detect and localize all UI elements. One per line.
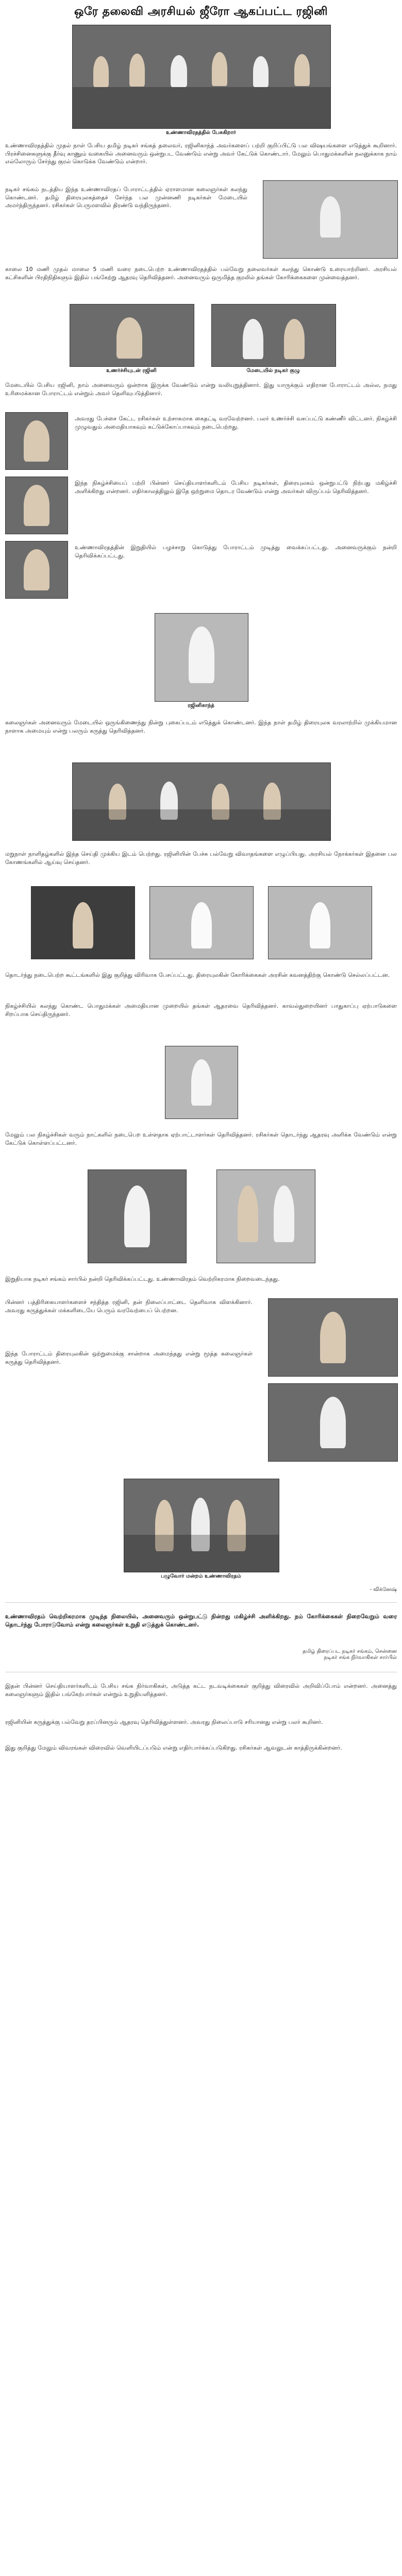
pair-right-caption: மேடையில் நடிகர் குழு — [246, 368, 300, 374]
article-paragraph-8: கலைஞர்கள் அனைவரும் மேடையில் ஒருங்கிணைந்து நின்று புகைப்படம் எடுத்துக் கொண்டனர். இந்த நாள் தமிழ் திரையுலக வரலாற்றில் முக்கியமான நாளாக அமையும் என்று பலரும் கருத்து தெரிவித்தனர். — [5, 719, 397, 734]
section-divider — [5, 1602, 397, 1603]
bottom-photo — [124, 1479, 279, 1572]
byline: - விக்னேஷ் — [370, 1587, 397, 1592]
article-paragraph-17: ரஜினியின் கருத்துக்கு பல்வேறு தரப்பினரும் ஆதரவு தெரிவித்துள்ளனர். அவரது நிலைப்பாடு சரியானது என்று பலர் கூறினர். — [5, 1719, 323, 1725]
row-photo-2 — [149, 886, 254, 959]
side-photo-2 — [5, 477, 68, 534]
stage-photo — [263, 180, 398, 259]
sign-block — [206, 1649, 397, 1661]
article-paragraph-5: அவரது பேச்சை கேட்ட ரசிகர்கள் உற்சாகமாக கைதட்டி வரவேற்றனர். பலர் உணர்ச்சி வசப்பட்டு கண்ணீர் விட்டனர். நிகழ்ச்சி முழுவதும் அமைதியாகவும் கட்டுக்கோப்பாகவும் நடைபெற்றது. — [75, 415, 397, 430]
article-paragraph-6: இந்த நிகழ்ச்சியைப் பற்றி பின்னர் செய்தியாளர்களிடம் பேசிய நடிகர்கள், திரையுலகம் ஒன்றுபட்டு நிற்பது மகிழ்ச்சி அளிக்கிறது என்றனர். எதிர்காலத்திலும் இதே ஒற்றுமை தொடர வேண்டும் என்று அவர்கள் விருப்பம் தெரிவித்தனர். — [75, 480, 397, 495]
mid-single-photo — [155, 613, 248, 702]
mid-photo-caption: ரஜினிகாந்த் — [188, 703, 214, 708]
page-title: ஒரே தலைவி அரசியல் ஜீரோ ஆகப்பட்ட ரஜினி — [74, 5, 328, 18]
row-photo-3 — [268, 886, 372, 959]
article-paragraph-10: தொடர்ந்து நடைபெற்ற கூட்டங்களில் இது குறித்து விரிவாக பேசப்பட்டது. திரையுலகின் கோரிக்கைகள் அரசின் கவனத்திற்கு கொண்டு செல்லப்பட்டன. — [5, 972, 390, 978]
article-paragraph-9: மறுநாள் நாளிதழ்களில் இந்த செய்தி முக்கிய இடம் பெற்றது. ரஜினியின் பேச்சு பல்வேறு விவாதங்களை எழுப்பியது. அரசியல் நோக்கர்கள் இதனை பல கோணங்களில் ஆய்வு செய்தனர். — [5, 851, 397, 866]
duo-photo-right — [216, 1170, 315, 1263]
article-paragraph-18: இது குறித்து மேலும் விவரங்கள் விரைவில் வெளியிடப்படும் என்று எதிர்பார்க்கப்படுகிறது. ரசிகர்கள் ஆவலுடன் காத்திருக்கின்றனர். — [5, 1744, 342, 1751]
quote-block: உண்ணாவிரதம் வெற்றிகரமாக முடிந்த நிலையில், அனைவரும் ஒன்றுபட்டு நின்றது மகிழ்ச்சி அளிக்கிறது. நம் கோரிக்கைகள் நிறைவேறும் வரை தொடர்ந்து போராடுவோம் என்று கலைஞர்கள் உறுதி எடுத்துக் கொண்டனர். — [5, 1613, 397, 1628]
article-paragraph-11: நிகழ்ச்சியில் கலந்து கொண்ட பொதுமக்கள் அமைதியான முறையில் தங்கள் ஆதரவை தெரிவித்தனர். காவல்துறையினர் பாதுகாப்பு ஏற்பாடுகளை சிறப்பாக செய்திருந்தனர். — [5, 1003, 397, 1018]
article-paragraph-16: இதன் பின்னர் செய்தியாளர்களிடம் பேசிய சங்க நிர்வாகிகள், அடுத்த கட்ட நடவடிக்கைகள் குறித்து விரைவில் அறிவிப்போம் என்றனர். அனைத்து கலைஞர்களும் இதில் பங்கேற்பார்கள் என்றும் உறுதியளித்தனர். — [5, 1683, 397, 1698]
center-photo — [165, 1046, 238, 1119]
article-paragraph-3: காலை 10 மணி முதல் மாலை 5 மணி வரை நடைபெற்ற உண்ணாவிரதத்தில் பல்வேறு தலைவர்கள் கலந்து கொண்டு உரையாற்றினர். அரசியல் கட்சிகளின் பிரதிநிதிகளும் இதில் பங்கேற்று ஆதரவு தெரிவித்தனர். அனைவரும் ஒருமித்த குரலில் தங்கள் கோரிக்கைகளை முன்வைத்தனர். — [5, 266, 397, 281]
pair-photo-left — [70, 304, 194, 367]
row-photo-1 — [31, 886, 135, 959]
article-paragraph-1 — [5, 142, 397, 166]
right-stack-photo-2 — [268, 1383, 398, 1462]
side-photo-3 — [5, 541, 68, 599]
paragraph-1-text: உண்ணாவிரதத்தில் முதல் நாள் பேசிய தமிழ் நடிகர் சங்கத் தலைவர், ரஜினிகாந்த் அவர்களைப் பற்றி குறிப்பிட்டு பல விஷயங்களை எடுத்துக் கூறினார். பிரச்சினைகளுக்கு தீர்வு காணும் வகையில் அனைவரும் ஒன்றுபட வேண்டும் என்று அவர் கேட்டுக் கொண்டார். மேலும் பொதுமக்களின் நலனுக்காக நாம் எல்லோரும் சேர்ந்து குரல் கொடுக்க வேண்டும் என்றார். — [5, 142, 397, 165]
side-photo-1 — [5, 412, 68, 470]
sign-line-2: நடிகர் சங்க நிர்வாகிகள் சார்பில் — [324, 1655, 397, 1660]
top-photo-caption: உண்ணாவிரதத்தில் பேசுகிறார் — [166, 130, 236, 135]
article-paragraph-14: பின்னர் பத்திரிகையாளர்களைச் சந்தித்த ரஜினி, தன் நிலைப்பாட்டை தெளிவாக விளக்கினார். அவரது கருத்துக்கள் மக்களிடையே பெரும் வரவேற்பைப் பெற்றன. — [5, 1299, 253, 1314]
article-paragraph-13: இறுதியாக நடிகர் சங்கம் சார்பில் நன்றி தெரிவிக்கப்பட்டது. உண்ணாவிரதம் வெற்றிகரமாக நிறைவடைந்தது. — [5, 1276, 280, 1282]
article-paragraph-7: உண்ணாவிரதத்தின் இறுதியில் பழச்சாறு கொடுத்து போராட்டம் முடித்து வைக்கப்பட்டது. அனைவருக்கும் நன்றி தெரிவிக்கப்பட்டது. — [75, 544, 397, 559]
article-paragraph-4: மேடையில் பேசிய ரஜினி, நாம் அனைவரும் ஒன்றாக இருக்க வேண்டும் என்று வலியுறுத்தினார். இது யாருக்கும் எதிரான போராட்டம் அல்ல, நமது உரிமைக்கான போராட்டம் என்றும் அவர் தெளிவுபடுத்தினார். — [5, 382, 397, 397]
bottom-photo-caption: பழுவோர் மன்றம் உண்ணாவிரதம் — [161, 1573, 241, 1579]
article-paragraph-12: மேலும் பல நிகழ்ச்சிகள் வரும் நாட்களில் நடைபெற உள்ளதாக ஏற்பாட்டாளர்கள் தெரிவித்தனர். ரசிகர்கள் தொடர்ந்து ஆதரவு அளிக்க வேண்டும் என்று கேட்டுக் கொள்ளப்பட்டனர். — [5, 1131, 397, 1146]
pair-left-caption: உணர்ச்சியுடன் ரஜினி — [106, 368, 157, 374]
right-stack-photo-1 — [268, 1298, 398, 1377]
top-photo — [72, 25, 331, 129]
pair-photo-right — [211, 304, 336, 367]
article-paragraph-2: நடிகர் சங்கம் நடத்திய இந்த உண்ணாவிரதப் போராட்டத்தில் ஏராளமான கலைஞர்கள் கலந்து கொண்டனர். தமிழ் திரையுலகத்தைச் சேர்ந்த பல முன்னணி நடிகர்கள் மேடையில் அமர்ந்திருந்தனர். ரசிகர்கள் பெருமளவில் திரண்டு வந்திருந்தனர். — [5, 186, 247, 209]
duo-photo-left — [88, 1170, 187, 1263]
sign-line-1: தமிழ் திரைப்பட நடிகர் சங்கம், சென்னை — [303, 1649, 397, 1654]
article-paragraph-15: இந்த போராட்டம் திரையுலகின் ஒற்றுமைக்கு சான்றாக அமைந்தது என்று மூத்த கலைஞர்கள் கருத்து தெரிவித்தனர். — [5, 1350, 253, 1365]
wide-photo — [72, 762, 331, 841]
